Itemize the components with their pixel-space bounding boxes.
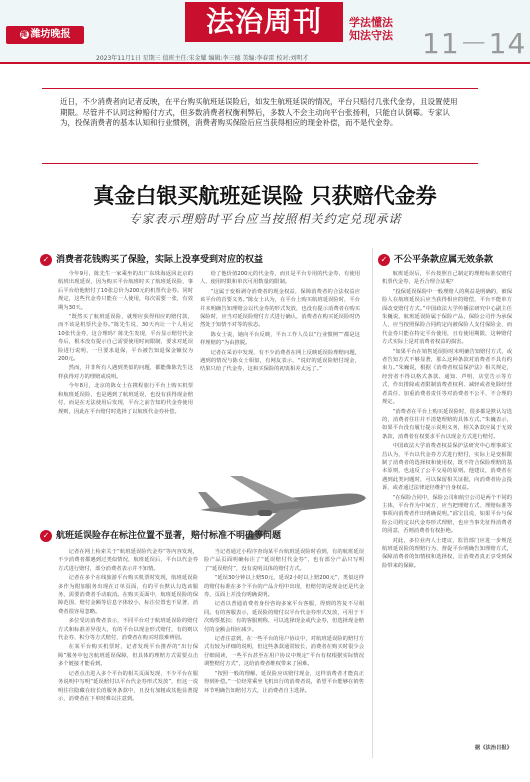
headline: 真金白银买航班延误险 只获赔代金券 xyxy=(93,184,437,208)
paragraph: “按照一般的理解，延误险应该赔付现金，这样消费者才能真正得到补偿。”一位经常乘坐飞机出行的消费者说，希望平台能够在销售环节明确告知赔付方式，让消费者自主选择。 xyxy=(204,670,364,694)
paragraph: 对此，多位业内人士建议，监管部门应进一步规范航班延误险的理赔行为，督促平台明确告知理赔方式，保障消费者的知情权和选择权，让消费者真正享受到保险带来的保障。 xyxy=(382,537,512,569)
paragraph: 今年9月，陈先生一家乘坐的出广东珠海返回北京的航班出现延误，因为购买平台航班时买了航班延误险，事后平台给他赔付了10张总价为200元的机票代金券。同时规定，这些代金券只能在一人使用，每次需要一张，有效期为30天。 xyxy=(58,271,193,311)
paragraph: 在某平台购买机票时，记者发现平台推荐的“出行保障”服务中包含航班延误保障，但具体的理赔方式需要点击多个链接才能看到。 xyxy=(58,644,198,668)
slogan-line-1: 学法懂法 xyxy=(349,16,393,29)
column-divider xyxy=(372,248,373,758)
subheadline: 专家表示理赔时平台应当按照相关约定兑现承诺 xyxy=(128,212,402,226)
paragraph: “既然买了航班延误险，就理应获得相应的赔付款，而不该是机票代金券。”陈先生说，30天内让一个人用完10张代金券，这合理吗？陈先生发现，平台显示赔付代金券后，根本没有提示自己需要使用时间限制，要求对延误险进行说明，一旦要求退保，平台被告知退保金额仅为200元。 xyxy=(58,314,193,363)
paragraph: 记者点击进入多个平台的相关页面发现，不少平台在服务说明中写明“延误赔付以平台代金券形式发放”，但这一说明往往隐藏在较长的服务条款中，且没有加粗或其他显著提示，消费者在下单时难以注意到。 xyxy=(58,670,198,702)
paragraph: 航班延误后，平台按照自己制定的理赔标准仅赔付机票代金券，是否合理合法呢？ xyxy=(382,271,512,286)
section-1-title: ✓ 消费者花钱购买了保险，实际上没享受到对应的权益 xyxy=(40,252,263,266)
paper-logo-text: 潍坊晚报 xyxy=(30,29,71,40)
slogan xyxy=(349,16,393,42)
paragraph: “投保延误保险中一般理赔人的利益是明确的，被保险人在航班延误后应当获得相应的赔偿，平台不能单方面改变赔付方式。”中国政法大学传播法研究中心副主任朱巍说，航班延误险属于保险产品，保险公司作为承保人，应当按照保险合同约定向被保险人支付保险金，而代金券只能在特定平台使用，且有使用期限，这种赔付方式实际上是对消费者权益的损害。 xyxy=(382,288,512,346)
paragraph: 记者注意到，在一些平台的用户协议中，对航班延误险的赔付方式有较为详细的说明，但这些条款通常较长，消费者在购买时很少会仔细阅读，一些平台甚至在用户协议中规定“平台有权根据实际情况调整赔付方式”，这给消费者维权带来了困难。 xyxy=(204,636,364,668)
section-1-column-b xyxy=(200,270,360,435)
paragraph: 记者以普通消费者身份咨询多家平台客服，得到的答复不尽相同。有的客服表示，延误险的赔付以平台代金券形式发放，可用于下次购票抵扣；有的客服则称，可以选择现金或代金券，但选择现金赔付的金额会相应减少。 xyxy=(204,601,364,633)
paragraph: 多位受访消费者表示，不同平台对于航班延误险的赔付方式和标准差异很大，有的平台以现金形式赔付，有的则以代金券、积分等方式赔付，消费者在购买时很难辨别。 xyxy=(58,618,198,642)
paragraph: 当记者通过小程序查询某平台航班延误险时看到，有的航班延误险产品页面明确标注了“延误赔付代金券”，也有部分产品只写明了“延误赔付”，没有说明具体的赔付方式。 xyxy=(204,549,364,572)
section-2-title: ✓ 不公平条款应属无效条款 xyxy=(378,252,493,266)
paragraph: 然而，并非所有人遇到类似的问题，都能像陈先生这样获得对方的理赔或说明。 xyxy=(58,365,193,380)
article-source: 据《法治日报》 xyxy=(474,745,512,751)
section-3-column-a xyxy=(58,548,198,760)
check-circle-icon: ✓ xyxy=(40,530,52,542)
masthead-rule xyxy=(0,62,530,64)
section-title: 法治周刊 xyxy=(185,2,343,42)
lead-paragraph: 近日，不少消费者向记者反映，在平台购买航班延误险后，如发生航班延误的情况，平台只赔付几张代金券，且设置使用期限。尽管并不认同这种赔付方式，但多数消费者权衡利弊后，多数人不会主动向平台张扬利，只能自认倒霉。专家认为，投保消费者的基本认知和行业惯例，消费者购买保险后应当获得相应的现金补偿，而不是代金券。 xyxy=(60,97,458,127)
paragraph: “在保险合同中，保险公司和航空公司是两个不同的主体，平台作为中间方，应当把理赔方式、理赔标准等事项向消费者作出明确说明。”邱宝昌说，如果平台与保险公司约定以代金券形式理赔，也应当事先征得消费者的同意，否则消费者有权拒绝。 xyxy=(382,494,512,535)
section-2-column xyxy=(382,270,512,740)
paragraph: 给了他价值200元的代金券，而且是平台专用的代金券，有使用人、使用时限和单次可用数量的限制。 xyxy=(200,271,360,286)
logo-mark-icon: 潍 xyxy=(20,29,28,38)
paragraph: 今年8月，北京的陈女士在携程旅行平台上购买机票和航班延误险，也是遇到了航班延误，也没有获得现金赔付，而是在无法使用后发现，平台之前告知的代金券使用规则，因此在平台赔付时选择了以航班代金券补偿。 xyxy=(58,383,193,415)
paragraph: 记者在多个在线旅游平台购买机票时发现，航班延误险多作为附加服务出现在订单页面，有的平台默认勾选该服务，需要消费者手动取消。在购买页面中，航班延误险的保障范围、赔付金额等信息字体较小，标注位置也不显著，消费者很容易忽略。 xyxy=(58,575,198,615)
paragraph: “延误30分钟以上赔50元，延误2小时以上赔200元”，类似这样的赔付标准在多个平台的产品介绍中出现，但赔付的是现金还是代金券，页面上并没有明确说明。 xyxy=(204,575,364,599)
dateline: 2023年11月1日 星期三 值班主任:宋金耀 编辑:李三德 美编:李春雷 校对:刘明才 xyxy=(96,55,309,62)
check-circle-icon: ✓ xyxy=(378,254,390,266)
check-circle-icon: ✓ xyxy=(40,254,52,266)
paragraph: “这属于变相剥夺消费者的现金权益，保障消费者的合法权益应该平台的首要义务。”陈女士认为，在平台上购买航班延误险时，平台并未明确告知理赔会以代金券的形式发放，也没有提示消费者在购买保险时，应当对延误险赔付方式进行确认，消费者在购买延误险时仍然处于知情不对等的状态。 xyxy=(200,288,360,329)
paragraph: 陈女士说，她向平台反映，平台工作人员以“行业惯例”“都是这样理赔的”为由推脱。 xyxy=(200,331,360,347)
paragraph: “消费者在平台上购买延误险时，很多都是默认勾选的，消费者往往并不清楚理赔的具体方式。”朱巍表示，如果平台没有履行提示说明义务，相关条款应属于无效条款，消费者有权要求平台以现金方式进行赔付。 xyxy=(382,408,512,440)
paragraph: 中国政法大学消费者权益保护法研究中心理事邱宝昌认为，平台以代金券方式进行赔付，实际上是变相限制了消费者的选择权和使用权，既不符合保险理赔的基本原则，也违反了公平交易的原则。他建议，消费者在遇到此类问题时，可以保留相关证据，向消费者协会投诉，或者通过法律途径维护自身权益。 xyxy=(382,443,512,492)
paragraph: 记者在采访中发现，有不少消费者在网上反映延误险理赔问题，遇到的情况与陈女士相似，有网友表示，“说好的延误险赔付现金，结果只给了代金券，这和买保险的初衷相差太远了。” xyxy=(200,349,360,373)
paragraph: “如果平台在销售延误险时未明确告知赔付方式，或者告知方式不够显著，那么这种条款对消费者不具有约束力。”朱巍说，根据《消费者权益保护法》相关规定，经营者不得以格式条款、通知、声明、店堂告示等方式，作出排除或者限制消费者权利、减轻或者免除经营者责任、加重消费者责任等对消费者不公平、不合理的规定。 xyxy=(382,348,512,406)
section-1-column-a xyxy=(58,270,193,435)
section-3-column-b xyxy=(204,548,364,760)
slogan-line-2: 知法守法 xyxy=(349,29,393,42)
section-3-title: ✓ 航班延误险存在标注位置不显著，赔付标准不明确等问题 xyxy=(40,528,281,542)
page-number: 11－14 xyxy=(422,27,527,60)
paragraph: 记者在网上检索关于“航班延误险代金券”等内容发现，不少消费者都遇到过类似情况，航班延误后，平台以代金券方式进行赔付，部分消费者表示并不知情。 xyxy=(58,549,198,572)
paper-logo xyxy=(6,26,84,44)
